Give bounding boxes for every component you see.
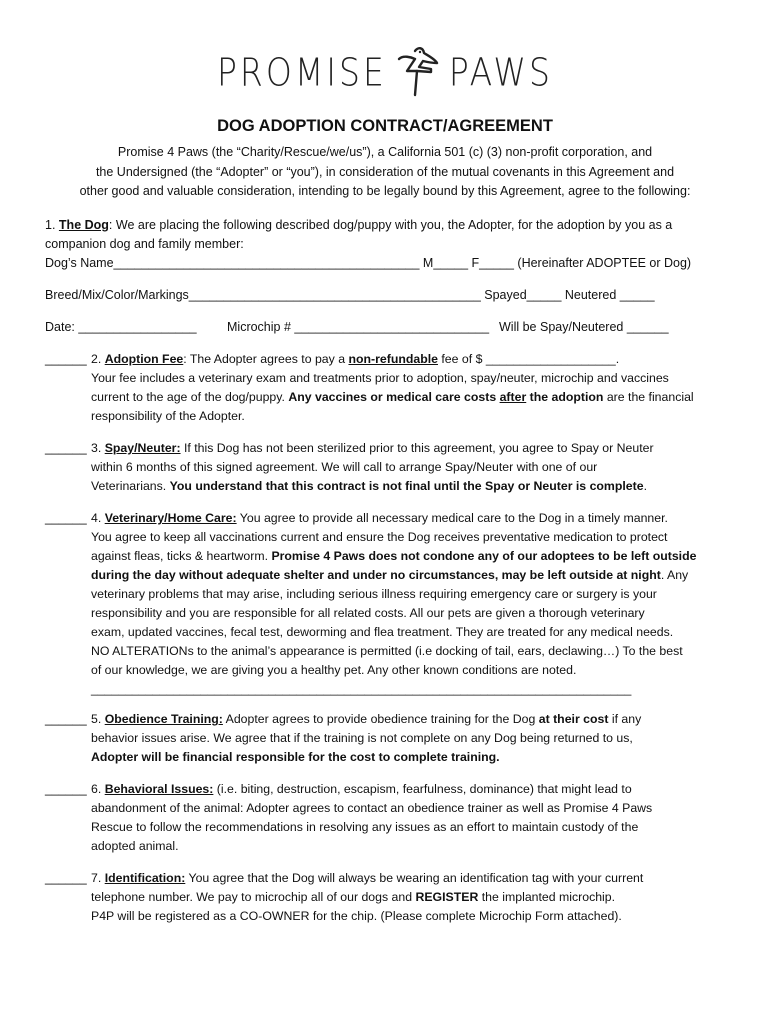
section-5-bold-line: Adopter will be financial responsible for the cost to complete training. [91,750,500,764]
section-6-behavioral-issues [91,780,711,856]
section-4-line: You agree to keep all vaccinations current and ensure the Dog receives preventative medication to protect [91,530,668,544]
section-7-heading: Identification: [104,871,186,885]
date-field[interactable]: Date: _________________ [45,320,197,334]
intro-line: Promise 4 Paws (the “Charity/Rescue/we/us”), a California 501 (c) (3) non-profit corporation, and [117,145,653,159]
section-2-bold-text: the adoption [526,390,604,404]
section-3-heading: Spay/Neuter: [104,441,181,455]
section-2-text: : The Adopter agrees to pay a [183,352,349,366]
breed-field[interactable]: Breed/Mix/Color/Markings__________________________________________ Spayed_____ Neutered _____ [45,288,655,302]
section-7-text: You agree that the Dog will always be wearing an identification tag with your current [185,871,644,885]
section-6-line: Rescue to follow the recommendations in resolving any issues as an effort to maintain custody of the [91,820,639,834]
section-6-initial-blank[interactable]: ______ [45,782,87,796]
section-2-adoption-fee [91,350,711,426]
section-4-text: against fleas, ticks & heartworm. [91,549,272,563]
section-3-line: within 6 months of this signed agreement. We will call to arrange Spay/Neuter with one of our [91,460,598,474]
spay-neuter-field[interactable]: Will be Spay/Neutered ______ [499,320,669,334]
section-7-initial-blank[interactable]: ______ [45,871,87,885]
logo-word-left: PROMISE [217,49,387,95]
section-4-number: 4. [91,511,102,525]
section-2-heading: Adoption Fee [104,352,184,366]
section-7-line: P4P will be registered as a CO-OWNER for the chip. (Please complete Microchip Form attached). [91,909,622,923]
paw-4-logo-icon [395,45,441,99]
section-3-text: Veterinarians. [91,479,170,493]
section-5-text: Adopter agrees to provide obedience training for the Dog [222,712,539,726]
section-3-initial-blank[interactable]: ______ [45,441,87,455]
section-3-spay-neuter [91,439,711,496]
section-5-number: 5. [91,712,102,726]
section-3-text: . [643,479,647,493]
intro-line: other good and valuable consideration, intending to be legally bound by this Agreement, agree to the following: [79,184,691,198]
section-1-line-2: companion dog and family member: [45,237,244,251]
section-6-number: 6. [91,782,102,796]
section-6-line: abandonment of the animal: Adopter agrees to contact an obedience trainer as well as Promise 4 Paws [91,801,653,815]
section-2-bold-text: Any vaccines or medical care costs [288,390,500,404]
conditions-field[interactable]: _______________________________________________________________________________ [91,682,632,696]
intro-line: the Undersigned (the “Adopter” or “you”), in consideration of the mutual covenants in this Agreement and [95,164,675,179]
section-1-number: 1. [45,218,56,232]
section-2-text: are the financial [603,390,694,404]
section-3-bold-text: You understand that this contract is not final until the Spay or Neuter is complete [169,479,644,493]
section-1-heading: The Dog [58,218,109,232]
section-6-line: adopted animal. [91,839,179,853]
section-5-obedience-training [91,710,711,767]
section-7-text: the implanted microchip. [478,890,616,904]
section-2-initial-blank[interactable]: ______ [45,352,87,366]
section-2-line: Your fee includes a veterinary exam and treatments prior to adoption, spay/neuter, microchip and vaccines [91,371,669,385]
section-2-text: current to the age of the dog/puppy. [91,390,289,404]
non-refundable-text: non-refundable [348,352,438,366]
section-4-initial-blank[interactable]: ______ [45,511,87,525]
section-3-number: 3. [91,441,102,455]
section-6-text: (i.e. biting, destruction, escapism, fearfulness, dominance) that might lead to [213,782,632,796]
section-5-text: if any [608,712,642,726]
section-7-bold-text: REGISTER [415,890,479,904]
promise-4-paws-logo [0,44,770,100]
section-5-initial-blank[interactable]: ______ [45,712,87,726]
section-4-veterinary-care [91,509,711,699]
section-2-line: responsibility of the Adopter. [91,409,245,423]
section-7-text: telephone number. We pay to microchip all of our dogs and [91,890,416,904]
section-7-number: 7. [91,871,102,885]
section-3-text: If this Dog has not been sterilized prior to this agreement, you agree to Spay or Neuter [180,441,654,455]
section-5-heading: Obedience Training: [104,712,223,726]
section-5-bold-text: at their cost [538,712,609,726]
section-7-identification [91,869,711,926]
microchip-field[interactable]: Microchip # ____________________________ [227,320,490,334]
section-2-number: 2. [91,352,102,366]
dog-name-field[interactable]: Dog’s Name____________________________________________ M_____ F_____ (Hereinafter ADOPTEE or Dog) [45,256,692,270]
section-4-bold-text: during the day without adequate shelter and under no circumstances, may be left outside at night [91,568,661,582]
section-6-heading: Behavioral Issues: [104,782,214,796]
logo-word-right: PAWS [448,49,553,95]
section-4-line: responsibility and you are responsible for all related costs. All our pets are given a thorough veterinary [91,606,645,620]
section-4-bold-text: Promise 4 Paws does not condone any of our adoptees to be left outside [271,549,697,563]
section-5-line: behavior issues arise. We agree that if the training is not complete on any Dog being returned to us, [91,731,633,745]
section-4-line: exam, updated vaccines, fecal test, deworming and flea treatment. They are treated for any medical needs. [91,625,674,639]
section-4-line: veterinary problems that may arise, including serious illness requiring emergency care or surgery is your [91,587,657,601]
intro-paragraph [40,143,730,202]
section-4-line: of our knowledge, we are giving you a healthy pet. Any other known conditions are noted. [91,663,577,677]
section-2-after-text: after [499,390,527,404]
section-4-heading: Veterinary/Home Care: [104,511,237,525]
section-4-text: You agree to provide all necessary medical care to the Dog in a timely manner. [236,511,668,525]
document-title: DOG ADOPTION CONTRACT/AGREEMENT [217,117,553,135]
section-4-line: NO ALTERATIONs to the animal’s appearance is permitted (i.e docking of tail, ears, declawing…) To the best [91,644,683,658]
section-1-line-1 [45,216,672,235]
section-1-text: : We are placing the following described dog/puppy with you, the Adopter, for the adoption by you as a [108,218,673,232]
section-4-text: . Any [660,568,689,582]
fee-field[interactable]: fee of $ ___________________. [437,352,620,366]
